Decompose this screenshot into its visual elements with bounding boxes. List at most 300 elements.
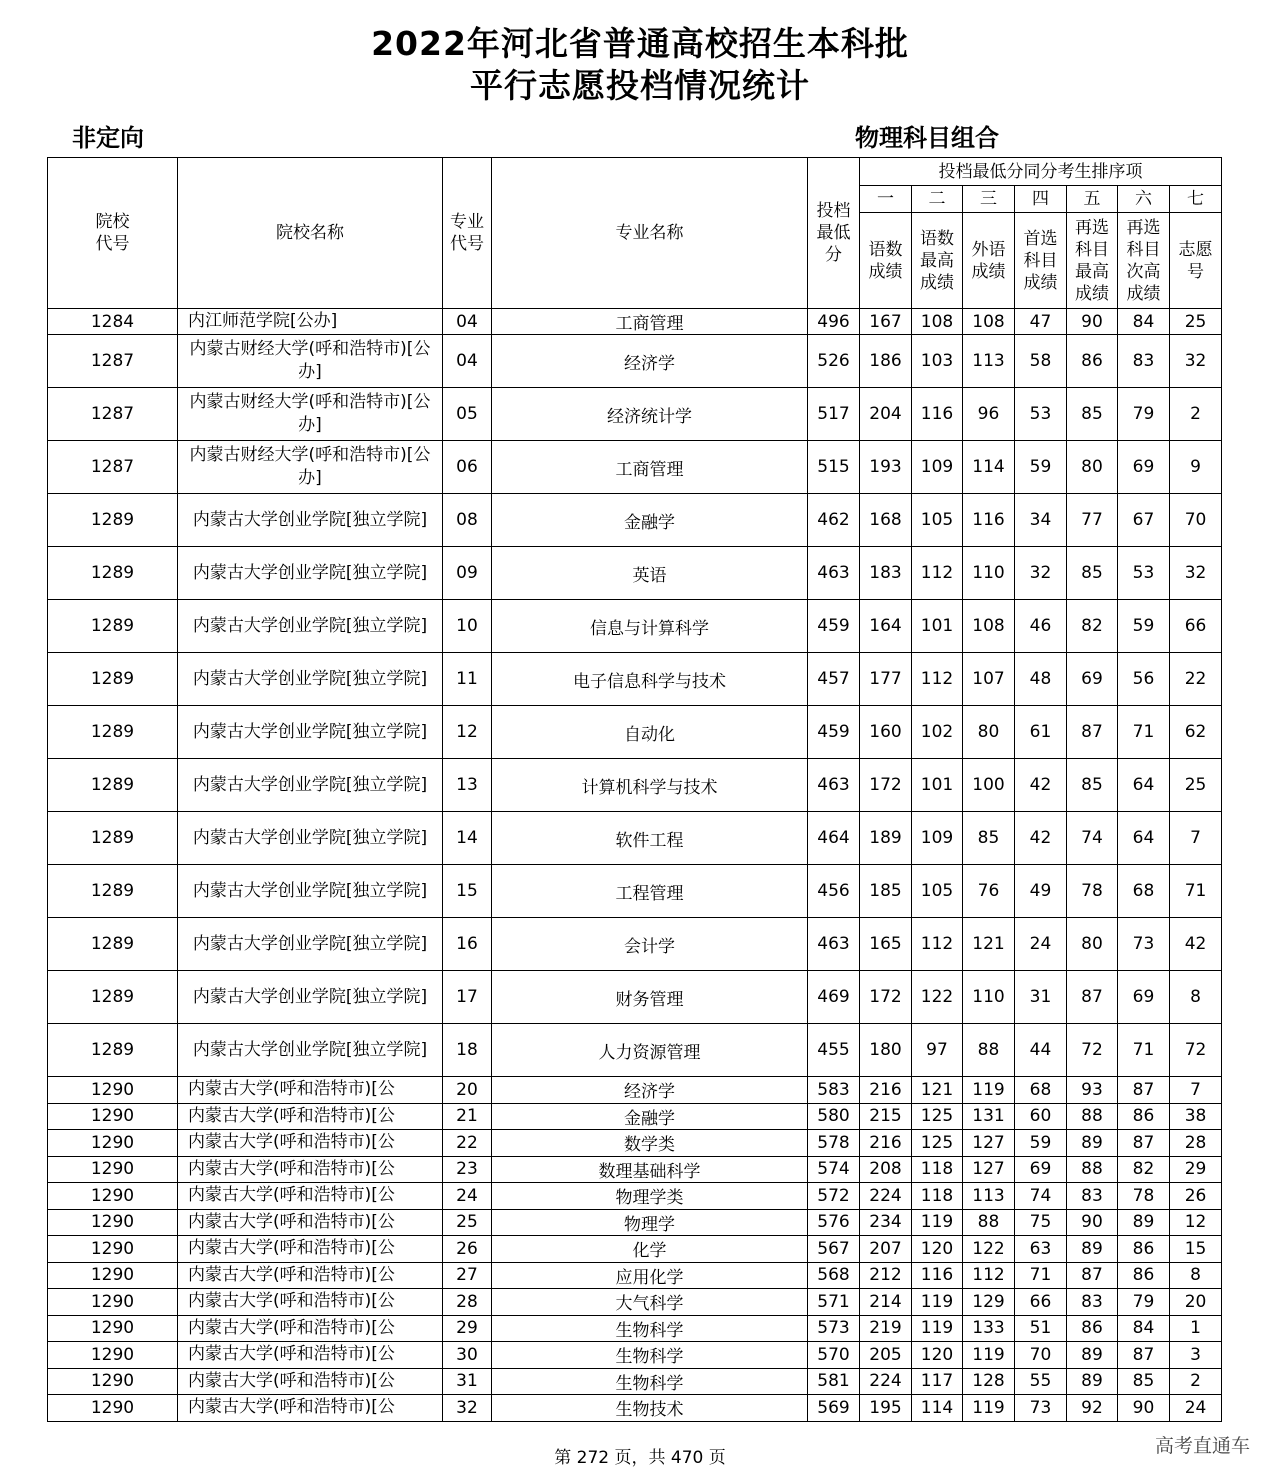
table-row	[48, 1024, 1222, 1077]
cell-school-code: 1287	[48, 388, 178, 441]
cell-school-code: 1287	[48, 335, 178, 388]
cell-major-code: 24	[443, 1183, 492, 1210]
cell-school-name: 内蒙古大学创业学院[独立学院]	[178, 1024, 443, 1077]
header-major-code: 专业代号	[443, 158, 492, 309]
cell-rank-1: 216	[860, 1077, 912, 1104]
cell-major-code: 04	[443, 335, 492, 388]
cell-min-score: 568	[808, 1262, 860, 1289]
cell-school-name: 内蒙古财经大学(呼和浩特市)[公办]	[178, 388, 443, 441]
cell-major-name: 物理学类	[492, 1183, 808, 1210]
cell-rank-4: 53	[1015, 388, 1067, 441]
cell-rank-4: 63	[1015, 1236, 1067, 1263]
cell-rank-1: 168	[860, 494, 912, 547]
cell-major-name: 物理学	[492, 1209, 808, 1236]
cell-major-code: 21	[443, 1103, 492, 1130]
cell-rank-5: 90	[1067, 1209, 1118, 1236]
cell-major-name: 数理基础科学	[492, 1156, 808, 1183]
cell-rank-7: 1	[1170, 1315, 1222, 1342]
cell-rank-5: 89	[1067, 1236, 1118, 1263]
cell-rank-2: 112	[912, 653, 963, 706]
table-row	[48, 600, 1222, 653]
cell-rank-2: 102	[912, 706, 963, 759]
cell-rank-7: 22	[1170, 653, 1222, 706]
table-row	[48, 494, 1222, 547]
cell-rank-2: 117	[912, 1368, 963, 1395]
cell-rank-2: 116	[912, 388, 963, 441]
table-row	[48, 1395, 1222, 1422]
cell-rank-3: 119	[963, 1077, 1015, 1104]
cell-rank-4: 31	[1015, 971, 1067, 1024]
header-num-2: 二	[912, 186, 963, 213]
cell-rank-5: 69	[1067, 653, 1118, 706]
cell-major-code: 25	[443, 1209, 492, 1236]
cell-rank-6: 64	[1118, 759, 1170, 812]
cell-school-code: 1289	[48, 971, 178, 1024]
cell-rank-7: 7	[1170, 812, 1222, 865]
cell-rank-2: 108	[912, 309, 963, 335]
cell-rank-2: 97	[912, 1024, 963, 1077]
cell-school-code: 1289	[48, 918, 178, 971]
cell-min-score: 455	[808, 1024, 860, 1077]
cell-rank-4: 68	[1015, 1077, 1067, 1104]
cell-school-code: 1290	[48, 1236, 178, 1263]
cell-rank-5: 87	[1067, 971, 1118, 1024]
cell-major-code: 10	[443, 600, 492, 653]
cell-rank-6: 83	[1118, 335, 1170, 388]
cell-rank-4: 46	[1015, 600, 1067, 653]
cell-rank-3: 114	[963, 441, 1015, 494]
cell-major-code: 26	[443, 1236, 492, 1263]
cell-major-code: 15	[443, 865, 492, 918]
cell-rank-6: 59	[1118, 600, 1170, 653]
cell-rank-4: 75	[1015, 1209, 1067, 1236]
cell-rank-7: 2	[1170, 1368, 1222, 1395]
cell-rank-2: 116	[912, 1262, 963, 1289]
cell-rank-5: 90	[1067, 309, 1118, 335]
cell-rank-7: 3	[1170, 1342, 1222, 1369]
cell-rank-7: 28	[1170, 1130, 1222, 1157]
cell-rank-6: 73	[1118, 918, 1170, 971]
cell-school-code: 1289	[48, 706, 178, 759]
header-school-name: 院校名称	[178, 158, 443, 309]
cell-major-name: 计算机科学与技术	[492, 759, 808, 812]
cell-rank-4: 71	[1015, 1262, 1067, 1289]
cell-rank-5: 89	[1067, 1130, 1118, 1157]
cell-rank-7: 29	[1170, 1156, 1222, 1183]
cell-rank-2: 105	[912, 865, 963, 918]
cell-major-name: 大气科学	[492, 1289, 808, 1316]
cell-school-name: 内蒙古大学(呼和浩特市)[公	[178, 1209, 443, 1236]
cell-rank-7: 20	[1170, 1289, 1222, 1316]
table-row	[48, 441, 1222, 494]
cell-rank-6: 56	[1118, 653, 1170, 706]
cell-rank-4: 69	[1015, 1156, 1067, 1183]
cell-rank-3: 113	[963, 335, 1015, 388]
cell-school-name: 内蒙古大学创业学院[独立学院]	[178, 918, 443, 971]
table-row	[48, 865, 1222, 918]
cell-rank-2: 103	[912, 335, 963, 388]
cell-school-code: 1289	[48, 865, 178, 918]
cell-rank-7: 15	[1170, 1236, 1222, 1263]
cell-school-name: 内江师范学院[公办]	[178, 309, 443, 335]
cell-rank-6: 87	[1118, 1342, 1170, 1369]
cell-rank-1: 195	[860, 1395, 912, 1422]
cell-school-code: 1290	[48, 1395, 178, 1422]
cell-rank-6: 68	[1118, 865, 1170, 918]
cell-school-code: 1290	[48, 1289, 178, 1316]
cell-rank-6: 53	[1118, 547, 1170, 600]
table-row	[48, 1342, 1222, 1369]
cell-rank-4: 61	[1015, 706, 1067, 759]
cell-major-code: 20	[443, 1077, 492, 1104]
cell-major-name: 数学类	[492, 1130, 808, 1157]
cell-rank-6: 89	[1118, 1209, 1170, 1236]
header-num-5: 五	[1067, 186, 1118, 213]
cell-school-name: 内蒙古大学创业学院[独立学院]	[178, 600, 443, 653]
cell-rank-5: 80	[1067, 918, 1118, 971]
cell-rank-5: 85	[1067, 388, 1118, 441]
cell-rank-3: 129	[963, 1289, 1015, 1316]
cell-rank-5: 92	[1067, 1395, 1118, 1422]
cell-rank-5: 83	[1067, 1289, 1118, 1316]
cell-rank-1: 193	[860, 441, 912, 494]
cell-rank-7: 32	[1170, 335, 1222, 388]
cell-rank-4: 49	[1015, 865, 1067, 918]
cell-school-code: 1287	[48, 441, 178, 494]
cell-rank-1: 205	[860, 1342, 912, 1369]
cell-rank-5: 85	[1067, 759, 1118, 812]
cell-school-code: 1290	[48, 1342, 178, 1369]
header-item-6: 再选科目次高成绩	[1118, 213, 1170, 309]
cell-rank-6: 69	[1118, 971, 1170, 1024]
cell-rank-5: 83	[1067, 1183, 1118, 1210]
table-row	[48, 918, 1222, 971]
cell-major-name: 应用化学	[492, 1262, 808, 1289]
cell-rank-1: 165	[860, 918, 912, 971]
cell-major-code: 32	[443, 1395, 492, 1422]
cell-rank-5: 77	[1067, 494, 1118, 547]
cell-major-name: 软件工程	[492, 812, 808, 865]
cell-min-score: 574	[808, 1156, 860, 1183]
cell-rank-6: 84	[1118, 309, 1170, 335]
table-row	[48, 1077, 1222, 1104]
category-label: 非定向	[72, 124, 144, 152]
cell-rank-3: 127	[963, 1130, 1015, 1157]
cell-school-name: 内蒙古财经大学(呼和浩特市)[公办]	[178, 335, 443, 388]
cell-min-score: 578	[808, 1130, 860, 1157]
cell-school-code: 1290	[48, 1315, 178, 1342]
table-row	[48, 1315, 1222, 1342]
cell-rank-4: 44	[1015, 1024, 1067, 1077]
cell-rank-6: 84	[1118, 1315, 1170, 1342]
header-school-code: 院校代号	[48, 158, 178, 309]
cell-min-score: 459	[808, 600, 860, 653]
cell-rank-7: 2	[1170, 388, 1222, 441]
cell-rank-7: 12	[1170, 1209, 1222, 1236]
cell-min-score: 571	[808, 1289, 860, 1316]
cell-rank-4: 58	[1015, 335, 1067, 388]
cell-major-code: 04	[443, 309, 492, 335]
cell-rank-7: 42	[1170, 918, 1222, 971]
cell-rank-6: 87	[1118, 1130, 1170, 1157]
cell-rank-4: 60	[1015, 1103, 1067, 1130]
header-item-1: 语数成绩	[860, 213, 912, 309]
cell-school-code: 1290	[48, 1183, 178, 1210]
cell-rank-7: 8	[1170, 1262, 1222, 1289]
cell-rank-4: 73	[1015, 1395, 1067, 1422]
cell-rank-3: 112	[963, 1262, 1015, 1289]
cell-rank-3: 88	[963, 1209, 1015, 1236]
table-row	[48, 309, 1222, 335]
table-row	[48, 547, 1222, 600]
cell-rank-2: 121	[912, 1077, 963, 1104]
cell-rank-6: 79	[1118, 1289, 1170, 1316]
cell-rank-5: 87	[1067, 706, 1118, 759]
cell-rank-1: 160	[860, 706, 912, 759]
cell-major-code: 27	[443, 1262, 492, 1289]
cell-rank-5: 86	[1067, 335, 1118, 388]
header-item-5: 再选科目最高成绩	[1067, 213, 1118, 309]
cell-rank-7: 72	[1170, 1024, 1222, 1077]
cell-major-name: 经济统计学	[492, 388, 808, 441]
cell-school-code: 1290	[48, 1103, 178, 1130]
cell-rank-4: 59	[1015, 441, 1067, 494]
cell-min-score: 570	[808, 1342, 860, 1369]
cell-min-score: 463	[808, 759, 860, 812]
cell-min-score: 459	[808, 706, 860, 759]
cell-rank-4: 70	[1015, 1342, 1067, 1369]
cell-rank-5: 86	[1067, 1315, 1118, 1342]
cell-rank-3: 116	[963, 494, 1015, 547]
cell-min-score: 576	[808, 1209, 860, 1236]
cell-school-code: 1290	[48, 1262, 178, 1289]
cell-rank-3: 108	[963, 309, 1015, 335]
cell-rank-5: 78	[1067, 865, 1118, 918]
cell-major-code: 22	[443, 1130, 492, 1157]
cell-rank-2: 101	[912, 759, 963, 812]
table-row	[48, 812, 1222, 865]
cell-school-name: 内蒙古大学创业学院[独立学院]	[178, 971, 443, 1024]
cell-min-score: 573	[808, 1315, 860, 1342]
cell-min-score: 572	[808, 1183, 860, 1210]
cell-school-name: 内蒙古大学(呼和浩特市)[公	[178, 1103, 443, 1130]
cell-rank-7: 26	[1170, 1183, 1222, 1210]
cell-rank-7: 9	[1170, 441, 1222, 494]
cell-major-code: 28	[443, 1289, 492, 1316]
cell-major-code: 17	[443, 971, 492, 1024]
cell-school-code: 1289	[48, 547, 178, 600]
cell-major-code: 12	[443, 706, 492, 759]
cell-major-name: 生物技术	[492, 1395, 808, 1422]
cell-rank-1: 224	[860, 1368, 912, 1395]
cell-rank-6: 79	[1118, 388, 1170, 441]
cell-school-name: 内蒙古财经大学(呼和浩特市)[公办]	[178, 441, 443, 494]
cell-rank-3: 113	[963, 1183, 1015, 1210]
cell-rank-4: 24	[1015, 918, 1067, 971]
cell-rank-6: 86	[1118, 1262, 1170, 1289]
cell-min-score: 581	[808, 1368, 860, 1395]
cell-major-name: 经济学	[492, 335, 808, 388]
page-number: 第 272 页，共 470 页	[554, 1448, 726, 1468]
cell-rank-5: 80	[1067, 441, 1118, 494]
table-row	[48, 759, 1222, 812]
cell-min-score: 567	[808, 1236, 860, 1263]
cell-rank-7: 66	[1170, 600, 1222, 653]
table-row	[48, 1103, 1222, 1130]
cell-major-code: 30	[443, 1342, 492, 1369]
cell-major-name: 工程管理	[492, 865, 808, 918]
cell-rank-1: 214	[860, 1289, 912, 1316]
cell-major-name: 生物科学	[492, 1342, 808, 1369]
header-item-3: 外语成绩	[963, 213, 1015, 309]
cell-rank-1: 183	[860, 547, 912, 600]
cell-rank-4: 42	[1015, 759, 1067, 812]
cell-school-name: 内蒙古大学(呼和浩特市)[公	[178, 1262, 443, 1289]
cell-major-code: 29	[443, 1315, 492, 1342]
cell-rank-7: 25	[1170, 759, 1222, 812]
cell-school-name: 内蒙古大学(呼和浩特市)[公	[178, 1315, 443, 1342]
cell-rank-3: 131	[963, 1103, 1015, 1130]
cell-rank-7: 25	[1170, 309, 1222, 335]
cell-school-code: 1289	[48, 812, 178, 865]
cell-school-name: 内蒙古大学创业学院[独立学院]	[178, 547, 443, 600]
cell-rank-6: 69	[1118, 441, 1170, 494]
cell-major-code: 09	[443, 547, 492, 600]
table-row	[48, 1156, 1222, 1183]
table-row	[48, 1130, 1222, 1157]
page-title-line1: 2022年河北省普通高校招生本科批	[371, 24, 909, 63]
cell-rank-1: 164	[860, 600, 912, 653]
cell-school-name: 内蒙古大学创业学院[独立学院]	[178, 812, 443, 865]
cell-rank-5: 88	[1067, 1156, 1118, 1183]
cell-rank-4: 32	[1015, 547, 1067, 600]
cell-rank-4: 55	[1015, 1368, 1067, 1395]
cell-min-score: 457	[808, 653, 860, 706]
cell-rank-3: 121	[963, 918, 1015, 971]
cell-rank-4: 59	[1015, 1130, 1067, 1157]
cell-rank-1: 234	[860, 1209, 912, 1236]
cell-rank-6: 86	[1118, 1103, 1170, 1130]
cell-min-score: 526	[808, 335, 860, 388]
cell-min-score: 569	[808, 1395, 860, 1422]
cell-rank-7: 32	[1170, 547, 1222, 600]
cell-rank-1: 208	[860, 1156, 912, 1183]
cell-rank-3: 107	[963, 653, 1015, 706]
cell-min-score: 517	[808, 388, 860, 441]
cell-rank-2: 118	[912, 1156, 963, 1183]
cell-rank-4: 74	[1015, 1183, 1067, 1210]
cell-rank-6: 86	[1118, 1236, 1170, 1263]
cell-min-score: 469	[808, 971, 860, 1024]
cell-rank-6: 90	[1118, 1395, 1170, 1422]
cell-rank-3: 110	[963, 547, 1015, 600]
cell-rank-2: 122	[912, 971, 963, 1024]
cell-rank-6: 64	[1118, 812, 1170, 865]
cell-school-name: 内蒙古大学(呼和浩特市)[公	[178, 1077, 443, 1104]
cell-rank-1: 204	[860, 388, 912, 441]
table-row	[48, 388, 1222, 441]
cell-school-code: 1289	[48, 600, 178, 653]
cell-major-name: 经济学	[492, 1077, 808, 1104]
cell-major-code: 06	[443, 441, 492, 494]
cell-min-score: 496	[808, 309, 860, 335]
cell-rank-6: 85	[1118, 1368, 1170, 1395]
cell-rank-1: 219	[860, 1315, 912, 1342]
cell-school-name: 内蒙古大学(呼和浩特市)[公	[178, 1130, 443, 1157]
cell-rank-1: 185	[860, 865, 912, 918]
cell-rank-6: 71	[1118, 1024, 1170, 1077]
cell-rank-5: 74	[1067, 812, 1118, 865]
cell-rank-1: 172	[860, 971, 912, 1024]
cell-school-code: 1289	[48, 1024, 178, 1077]
cell-rank-7: 7	[1170, 1077, 1222, 1104]
cell-rank-2: 114	[912, 1395, 963, 1422]
cell-min-score: 583	[808, 1077, 860, 1104]
cell-rank-5: 88	[1067, 1103, 1118, 1130]
cell-major-name: 生物科学	[492, 1315, 808, 1342]
cell-rank-3: 119	[963, 1342, 1015, 1369]
cell-school-name: 内蒙古大学创业学院[独立学院]	[178, 865, 443, 918]
cell-rank-3: 122	[963, 1236, 1015, 1263]
cell-major-code: 18	[443, 1024, 492, 1077]
cell-rank-6: 67	[1118, 494, 1170, 547]
cell-min-score: 463	[808, 918, 860, 971]
cell-school-code: 1290	[48, 1156, 178, 1183]
cell-major-code: 13	[443, 759, 492, 812]
cell-school-name: 内蒙古大学创业学院[独立学院]	[178, 494, 443, 547]
cell-rank-3: 128	[963, 1368, 1015, 1395]
cell-major-code: 14	[443, 812, 492, 865]
page-title-line2: 平行志愿投档情况统计	[470, 66, 810, 105]
table-row	[48, 653, 1222, 706]
header-num-4: 四	[1015, 186, 1067, 213]
cell-major-code: 11	[443, 653, 492, 706]
cell-rank-5: 89	[1067, 1342, 1118, 1369]
cell-rank-2: 119	[912, 1209, 963, 1236]
cell-major-code: 31	[443, 1368, 492, 1395]
header-major-name: 专业名称	[492, 158, 808, 309]
cell-major-name: 财务管理	[492, 971, 808, 1024]
cell-rank-1: 224	[860, 1183, 912, 1210]
table-row	[48, 706, 1222, 759]
cell-rank-3: 85	[963, 812, 1015, 865]
cell-rank-2: 119	[912, 1315, 963, 1342]
cell-rank-1: 212	[860, 1262, 912, 1289]
cell-major-name: 金融学	[492, 494, 808, 547]
cell-rank-2: 101	[912, 600, 963, 653]
cell-school-name: 内蒙古大学创业学院[独立学院]	[178, 759, 443, 812]
cell-rank-1: 216	[860, 1130, 912, 1157]
cell-rank-5: 87	[1067, 1262, 1118, 1289]
cell-school-code: 1290	[48, 1130, 178, 1157]
cell-rank-7: 24	[1170, 1395, 1222, 1422]
cell-rank-4: 47	[1015, 309, 1067, 335]
cell-rank-2: 112	[912, 547, 963, 600]
cell-min-score: 515	[808, 441, 860, 494]
cell-rank-3: 76	[963, 865, 1015, 918]
cell-rank-4: 51	[1015, 1315, 1067, 1342]
cell-rank-5: 72	[1067, 1024, 1118, 1077]
cell-major-code: 16	[443, 918, 492, 971]
table-row	[48, 335, 1222, 388]
cell-rank-3: 108	[963, 600, 1015, 653]
cell-rank-4: 48	[1015, 653, 1067, 706]
cell-school-name: 内蒙古大学(呼和浩特市)[公	[178, 1183, 443, 1210]
table-body	[48, 309, 1222, 1422]
admission-table	[47, 157, 1222, 1422]
cell-rank-5: 89	[1067, 1368, 1118, 1395]
table-row	[48, 971, 1222, 1024]
